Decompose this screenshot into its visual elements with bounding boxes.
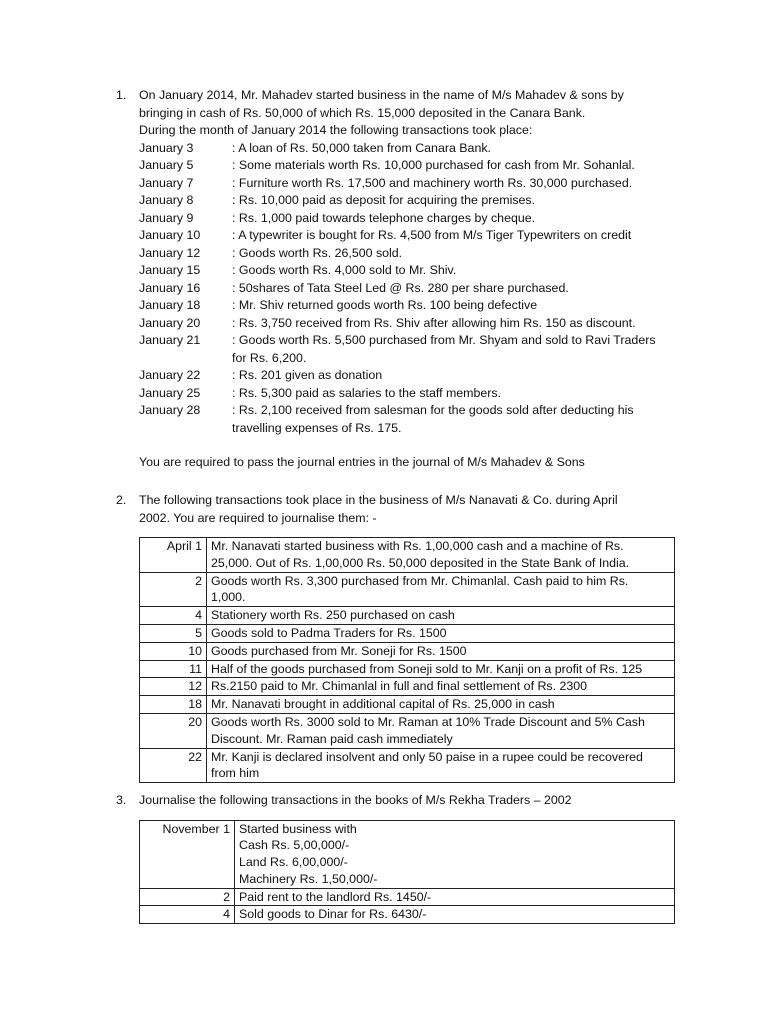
description-cell [207, 696, 675, 714]
transaction-description [232, 210, 684, 228]
transaction-date: January 15 [139, 263, 201, 277]
description-line: : A loan of Rs. 50,000 taken from Canara Bank. [232, 140, 491, 155]
question-number: 2. [116, 493, 127, 507]
transaction-row [139, 280, 684, 298]
description-cell [207, 607, 675, 625]
description-cell [207, 713, 675, 748]
date-cell: 12 [140, 678, 207, 696]
description-line: : Goods worth Rs. 4,000 sold to Mr. Shiv. [232, 263, 457, 277]
transaction-date: January 3 [139, 140, 194, 155]
transaction-date: January 22 [139, 368, 201, 382]
description-line: : Rs. 5,300 paid as salaries to the staff members. [232, 385, 502, 400]
question-intro [139, 87, 684, 140]
description-cell [207, 660, 675, 678]
transaction-row [139, 402, 684, 420]
transaction-description [232, 402, 684, 420]
description-line: : A typewriter is bought for Rs. 4,500 from M/s Tiger Typewriters on credit [232, 228, 632, 242]
description-line: Goods worth Rs. 3,300 purchased from Mr. Chimanlal. Cash paid to him Rs. [211, 573, 629, 588]
transaction-date: January 8 [139, 193, 194, 207]
description-line: : Rs. 2,100 received from salesman for the goods sold after deducting his [232, 403, 634, 417]
transaction-row [139, 227, 684, 245]
description-line: Sold goods to Dinar for Rs. 6430/- [239, 907, 427, 922]
transaction-date: January 28 [139, 403, 201, 417]
table-row [140, 642, 675, 660]
transaction-date: January 7 [139, 175, 194, 190]
transaction-row [139, 297, 684, 315]
transaction-description [232, 157, 684, 175]
intro-line: On January 2014, Mr. Mahadev started business in the name of M/s Mahadev & sons by [139, 88, 624, 102]
transaction-description [232, 245, 684, 263]
description-line: : Some materials worth Rs. 10,000 purchased for cash from Mr. Sohanlal. [232, 158, 635, 172]
description-line: Stationery worth Rs. 250 purchased on cash [211, 608, 455, 623]
description-line: Goods worth Rs. 3000 sold to Mr. Raman at 10% Trade Discount and 5% Cash [211, 714, 645, 729]
transaction-row [139, 192, 684, 210]
description-line: Discount. Mr. Raman paid cash immediately [211, 731, 453, 746]
description-cell [207, 624, 675, 642]
transaction-row [139, 245, 684, 263]
transaction-description [232, 192, 684, 210]
table-row [140, 713, 675, 748]
transactions-table [139, 537, 675, 783]
table-row [140, 888, 675, 906]
question-intro: Journalise the following transactions in the books of M/s Rekha Traders – 2002 [139, 793, 572, 807]
description-cell [235, 906, 675, 924]
table-row [140, 820, 675, 888]
description-line: Paid rent to the landlord Rs. 1450/- [239, 889, 432, 904]
question-3 [0, 792, 768, 924]
description-line: Mr. Kanji is declared insolvent and only 50 paise in a rupee could be recovered [211, 749, 643, 764]
description-cell [207, 538, 675, 573]
description-line: : Rs. 3,750 received from Rs. Shiv after allowing him Rs. 150 as discount. [232, 315, 636, 330]
description-line: Mr. Nanavati started business with Rs. 1,00,000 cash and a machine of Rs. [211, 539, 624, 553]
question-instruction: You are required to pass the journal entries in the journal of M/s Mahadev & Sons [139, 455, 585, 469]
intro-line: During the month of January 2014 the following transactions took place: [139, 123, 533, 137]
description-line: : Rs. 1,000 paid towards telephone charges by cheque. [232, 210, 536, 225]
date-cell: April 1 [140, 538, 207, 573]
transaction-description [232, 297, 684, 315]
date-cell: 10 [140, 642, 207, 660]
description-line: Goods purchased from Mr. Soneji for Rs. 1500 [211, 643, 467, 658]
description-line: : 50shares of Tata Steel Led @ Rs. 280 per share purchased. [232, 280, 569, 295]
transaction-date: January 5 [139, 158, 194, 172]
description-line: from him [211, 766, 260, 781]
transaction-row [139, 367, 684, 385]
description-line: Rs.2150 paid to Mr. Chimanlal in full and final settlement of Rs. 2300 [211, 679, 588, 694]
question-number: 3. [116, 793, 127, 807]
transaction-date: January 18 [139, 298, 201, 312]
question-1 [0, 87, 768, 472]
table-row [140, 624, 675, 642]
table-row [140, 906, 675, 924]
transaction-description [232, 385, 684, 403]
transaction-row [139, 385, 684, 403]
table-row [140, 678, 675, 696]
date-cell: 5 [140, 624, 207, 642]
description-line: Cash Rs. 5,00,000/- [239, 838, 350, 853]
description-line: Started business with [239, 821, 357, 836]
intro-line: bringing in cash of Rs. 50,000 of which Rs. 15,000 deposited in the Canara Bank. [139, 105, 586, 120]
description-continuation: for Rs. 6,200. [232, 350, 307, 365]
date-cell: 2 [140, 572, 207, 607]
description-cell [207, 678, 675, 696]
description-line: : Furniture worth Rs. 17,500 and machinery worth Rs. 30,000 purchased. [232, 175, 633, 190]
table-row [140, 660, 675, 678]
description-line: : Mr. Shiv returned goods worth Rs. 100 being defective [232, 298, 538, 312]
description-cell [207, 748, 675, 783]
transaction-date: January 10 [139, 228, 201, 242]
table-row [140, 572, 675, 607]
transaction-date: January 12 [139, 245, 201, 260]
transaction-description [232, 262, 684, 280]
transaction-description [232, 175, 684, 193]
description-cell [207, 642, 675, 660]
description-line: : Goods worth Rs. 26,500 sold. [232, 245, 403, 260]
question-number: 1. [116, 88, 127, 102]
description-line: Goods sold to Padma Traders for Rs. 1500 [211, 625, 447, 640]
transaction-description [232, 140, 684, 158]
transaction-description [232, 332, 684, 350]
table-row [140, 607, 675, 625]
date-cell: 4 [140, 906, 235, 924]
description-line: Machinery Rs. 1,50,000/- [239, 871, 378, 886]
description-line: Land Rs. 6,00,000/- [239, 855, 348, 870]
description-continuation: travelling expenses of Rs. 175. [232, 420, 402, 435]
transaction-row [139, 332, 684, 350]
description-line: Mr. Nanavati brought in additional capital of Rs. 25,000 in cash [211, 697, 555, 712]
transaction-date: January 20 [139, 315, 201, 330]
transaction-description [232, 315, 684, 333]
date-cell: 18 [140, 696, 207, 714]
date-cell: 11 [140, 660, 207, 678]
date-cell: 20 [140, 713, 207, 748]
date-cell: November 1 [140, 820, 235, 888]
transaction-description [232, 227, 684, 245]
description-cell [207, 572, 675, 607]
question-intro [139, 492, 684, 527]
description-cell [235, 820, 675, 888]
table-row [140, 538, 675, 573]
transaction-list [139, 140, 684, 438]
transaction-date: January 25 [139, 385, 201, 400]
transaction-description [232, 280, 684, 298]
transaction-date: January 9 [139, 210, 194, 225]
description-line: Half of the goods purchased from Soneji sold to Mr. Kanji on a profit of Rs. 125 [211, 661, 643, 676]
date-cell: 2 [140, 888, 235, 906]
description-line: : Rs. 10,000 paid as deposit for acquiring the premises. [232, 193, 536, 207]
intro-line: 2002. You are required to journalise them: - [139, 510, 377, 525]
date-cell: 22 [140, 748, 207, 783]
transaction-row [139, 175, 684, 193]
transaction-row [139, 210, 684, 228]
transaction-row [139, 140, 684, 158]
transaction-row [139, 262, 684, 280]
description-line: : Rs. 201 given as donation [232, 368, 383, 382]
transaction-date: January 21 [139, 333, 201, 347]
transaction-date: January 16 [139, 280, 201, 295]
transaction-description [232, 367, 684, 385]
transaction-row [139, 315, 684, 333]
description-line: : Goods worth Rs. 5,500 purchased from Mr. Shyam and sold to Ravi Traders [232, 333, 656, 347]
description-line: 1,000. [211, 590, 246, 605]
intro-line: The following transactions took place in the business of M/s Nanavati & Co. during April [139, 493, 618, 507]
question-2 [0, 492, 768, 783]
table-row [140, 696, 675, 714]
table-row [140, 748, 675, 783]
description-cell [235, 888, 675, 906]
transactions-table [139, 820, 675, 925]
date-cell: 4 [140, 607, 207, 625]
transaction-row [139, 157, 684, 175]
description-line: 25,000. Out of Rs. 1,00,000 Rs. 50,000 deposited in the State Bank of India. [211, 555, 630, 570]
